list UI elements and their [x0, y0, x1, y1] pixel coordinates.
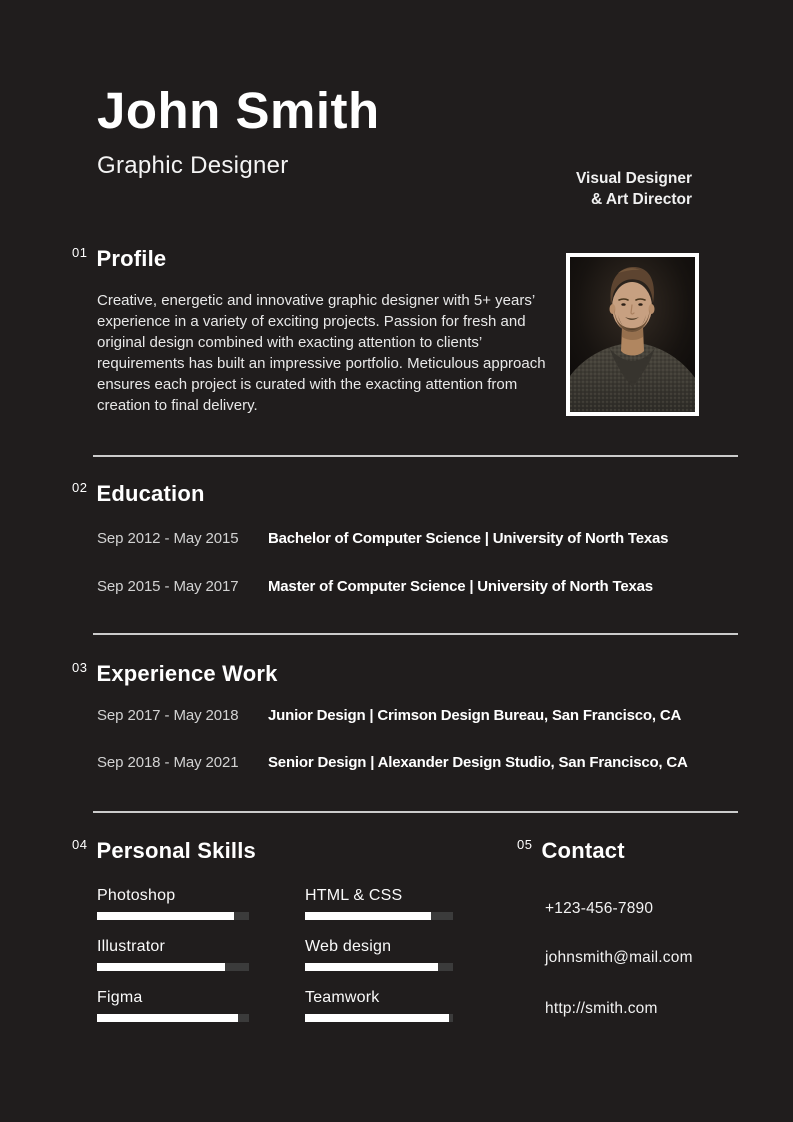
section-experience-heading: [72, 661, 278, 687]
section-title: Education: [96, 481, 205, 506]
section-contact-heading: [517, 838, 625, 864]
skill-item: [97, 938, 249, 971]
skill-bar-fill: [97, 963, 225, 971]
skill-item: [97, 989, 249, 1022]
section-number: 03: [72, 660, 88, 675]
skill-bar-fill: [97, 912, 234, 920]
education-dates: Sep 2015 - May 2017: [97, 578, 239, 595]
skill-bar-track: [305, 912, 453, 920]
section-number: 05: [517, 837, 533, 852]
profile-summary-text: Creative, energetic and innovative graphic designer with 5+ years’ experience in a variety of exciting projects. Passion for fresh and original design combined with exacting attention to clients’ requirements has built an impressive portfolio. Meticulous approach ensures each project is curated with the exacting attention from creation to final delivery.: [97, 292, 546, 414]
skill-bar-fill: [305, 963, 438, 971]
section-education-heading: [72, 481, 205, 507]
section-divider: [93, 633, 738, 635]
education-entry: [97, 530, 668, 548]
contact-website: http://smith.com: [545, 1000, 658, 1017]
profile-photo: [566, 253, 699, 416]
section-skills-heading: [72, 838, 256, 864]
skill-bar-fill: [305, 912, 431, 920]
person-tagline: [576, 168, 692, 210]
section-title: Experience Work: [96, 661, 278, 686]
skill-bar-track: [97, 1014, 249, 1022]
section-title: Personal Skills: [96, 838, 256, 863]
skill-item: [305, 989, 453, 1022]
skill-bar-track: [97, 912, 249, 920]
experience-position: Junior Design | Crimson Design Bureau, San Francisco, CA: [268, 707, 682, 724]
tagline-line-2: & Art Director: [590, 191, 692, 208]
skill-label: Illustrator: [97, 938, 165, 955]
experience-entry: [97, 707, 681, 725]
section-number: 04: [72, 837, 88, 852]
skill-bar-track: [97, 963, 249, 971]
experience-entry: [97, 754, 688, 772]
section-divider: [93, 811, 738, 813]
section-divider: [93, 455, 738, 457]
skill-label: Figma: [97, 989, 143, 1006]
skill-bar-fill: [305, 1014, 449, 1022]
experience-dates: Sep 2018 - May 2021: [97, 754, 239, 771]
skill-item: [305, 887, 453, 920]
experience-position: Senior Design | Alexander Design Studio, San Francisco, CA: [268, 754, 688, 771]
skill-item: [305, 938, 453, 971]
education-dates: Sep 2012 - May 2015: [97, 530, 239, 547]
person-role: Graphic Designer: [97, 152, 289, 179]
tagline-line-1: Visual Designer: [575, 170, 692, 187]
contact-email: johnsmith@mail.com: [545, 949, 693, 966]
skill-bar-fill: [97, 1014, 238, 1022]
education-degree: Master of Computer Science | University of North Texas: [268, 578, 653, 595]
skill-bar-track: [305, 963, 453, 971]
section-number: 02: [72, 480, 88, 495]
section-title: Profile: [96, 246, 167, 271]
contact-phone: +123-456-7890: [545, 900, 654, 917]
person-name: John Smith: [97, 82, 380, 139]
experience-dates: Sep 2017 - May 2018: [97, 707, 239, 724]
skill-label: HTML & CSS: [305, 887, 403, 904]
skill-label: Web design: [305, 938, 392, 955]
education-entry: [97, 578, 653, 596]
section-title: Contact: [541, 838, 625, 863]
skill-item: [97, 887, 249, 920]
education-degree: Bachelor of Computer Science | University of North Texas: [268, 530, 669, 547]
skill-label: Teamwork: [305, 989, 380, 1006]
skill-label: Photoshop: [97, 887, 176, 904]
skill-bar-track: [305, 1014, 453, 1022]
section-profile-heading: [72, 246, 166, 272]
section-number: 01: [72, 245, 88, 260]
portrait-illustration: [570, 257, 695, 412]
